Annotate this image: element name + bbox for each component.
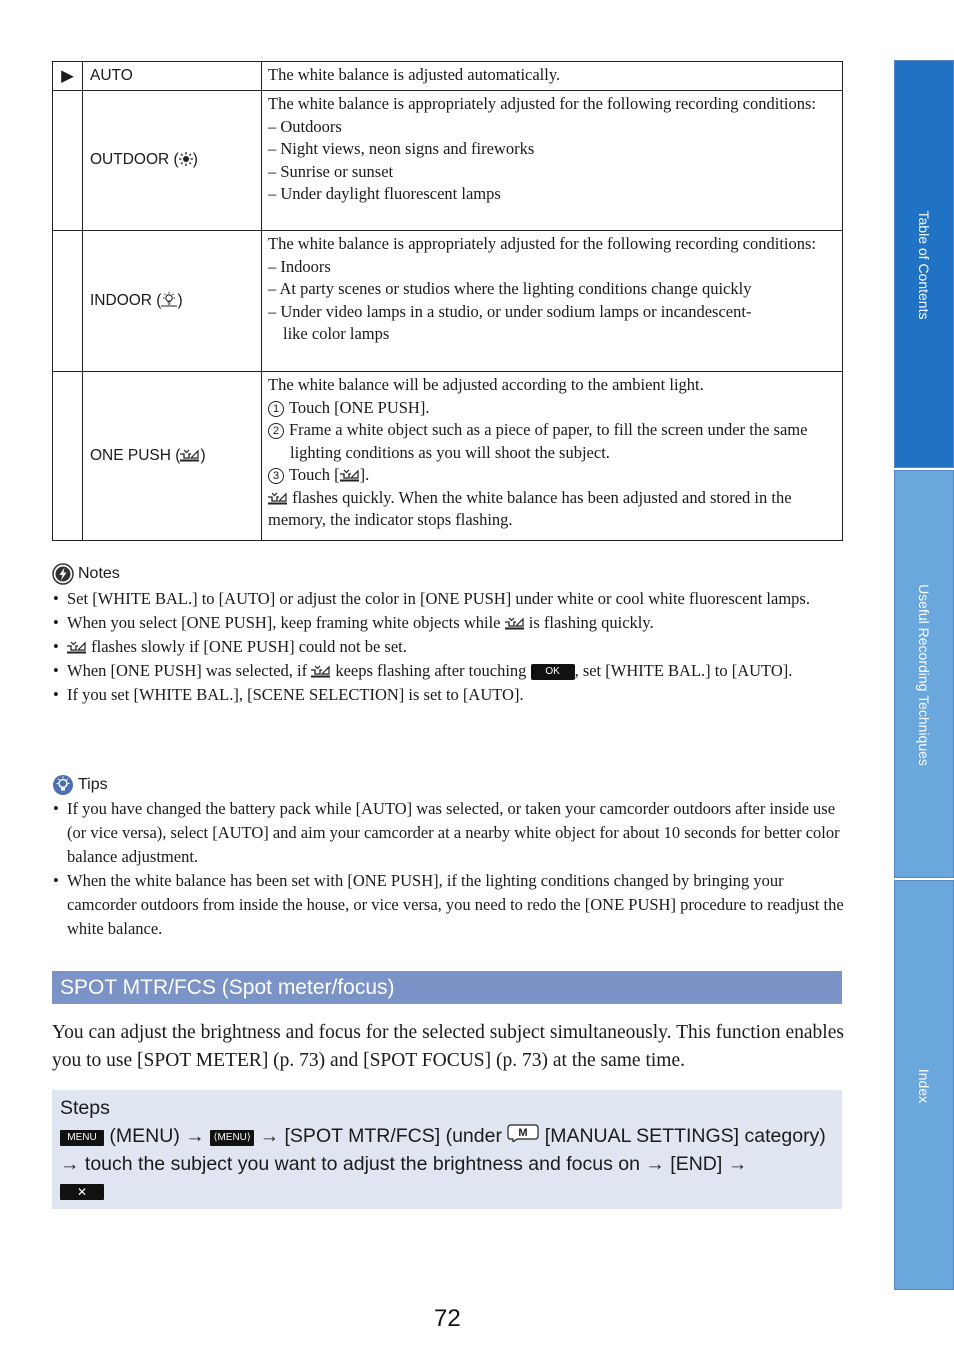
step-number: 1 [268,401,284,417]
white-balance-table [52,61,843,541]
list-item: • When you select [ONE PUSH], keep framing white objects while is flashing quickly. [52,611,844,635]
steps-title: Steps [60,1097,110,1119]
table-row [53,231,843,372]
one-push-icon [340,469,360,482]
table-row [53,62,843,91]
setting-description: The white balance is appropriately adjusted for the following recording conditions: – Indoors – At party scenes or studios where the lighting conditions change quickly – Under video lamps in a studio, or under sodium lamps or incandescent- like color lamps [262,231,843,372]
submenu-button[interactable]: ⟨MENU⟩ [210,1130,254,1146]
section-intro: You can adjust the brightness and focus for the selected subject simultaneously. This function enables you to use [SPOT METER] (p. 73) and [SPOT FOCUS] (p. 73) at the same time. [52,1022,844,1071]
tips-heading: Tips [52,774,108,796]
lightbulb-icon [52,774,74,796]
one-push-icon [311,665,331,678]
one-push-icon [505,617,525,630]
notes-icon [52,563,74,585]
bulb-icon [161,292,177,307]
page-number: 72 [434,1305,461,1332]
steps-box: Steps MENU (MENU) → ⟨MENU⟩ → [SPOT MTR/FCS] (under M [MANUAL SETTINGS] category) → touch the subject you want to adjust the brightness and focus on → [END] → ✕ [52,1090,842,1209]
table-row [53,372,843,541]
setting-description: The white balance is adjusted automatically. [262,62,843,91]
step-number: 3 [268,468,284,484]
menu-button[interactable]: MENU [60,1130,104,1146]
one-push-icon [268,492,288,505]
tab-useful-recording-techniques[interactable]: Useful Recording Techniques [894,470,954,878]
tips-list [52,797,844,941]
table-row [53,91,843,231]
step-number: 2 [268,423,284,439]
setting-description: The white balance is appropriately adjusted for the following recording conditions: – Outdoors – Night views, neon signs and fireworks – Sunrise or sunset – Under daylight fluorescent lamps [262,91,843,231]
manual-settings-category-icon [507,1122,539,1142]
close-button[interactable]: ✕ [60,1184,104,1200]
setting-name: INDOOR ( ) [83,231,262,372]
section-header: SPOT MTR/FCS (Spot meter/focus) [52,971,842,1004]
list-item: • When [ONE PUSH] was selected, if keeps flashing after touching OK , set [WHITE BAL.] to [AUTO]. [52,659,844,683]
sun-icon [179,152,193,166]
list-item: • If you set [WHITE BAL.], [SCENE SELECTION] is set to [AUTO]. [52,683,844,707]
list-item: • flashes slowly if [ONE PUSH] could not be set. [52,635,844,659]
notes-list [52,587,844,707]
setting-description: The white balance will be adjusted according to the ambient light. 1 Touch [ONE PUSH]. 2 Frame a white object such as a piece of paper, to fill the screen under the same lighting conditions as you will shoot the subject. 3 Touch [ ]. flashes quickly. When the white balance has been adjusted and stored in the memory, the indicator stops flashing. [262,372,843,541]
tab-table-of-contents[interactable]: Table of Contents [894,60,954,468]
setting-name: AUTO [83,62,262,91]
one-push-icon [67,641,87,654]
list-item: • Set [WHITE BAL.] to [AUTO] or adjust the color in [ONE PUSH] under white or cool white fluorescent lamps. [52,587,844,611]
ok-button: OK [531,664,575,680]
setting-name: OUTDOOR ( ) [83,91,262,231]
setting-name: ONE PUSH ( ) [83,372,262,541]
notes-heading: Notes [52,563,120,585]
svg-text:M: M [518,1127,528,1139]
tab-index[interactable]: Index [894,880,954,1290]
list-item: • If you have changed the battery pack while [AUTO] was selected, or taken your camcorder outdoors after inside use (or vice versa), select [AUTO] and aim your camcorder at a nearby white object for about 10 seconds for better color balance adjustment. [52,797,844,869]
one-push-icon [180,449,200,462]
list-item: • When the white balance has been set with [ONE PUSH], if the lighting conditions changed by bringing your camcorder outdoors from inside the house, or vice versa, you need to redo the [ONE PUSH] procedure to readjust the white balance. [52,869,844,941]
selected-marker: ▶ [53,62,83,91]
